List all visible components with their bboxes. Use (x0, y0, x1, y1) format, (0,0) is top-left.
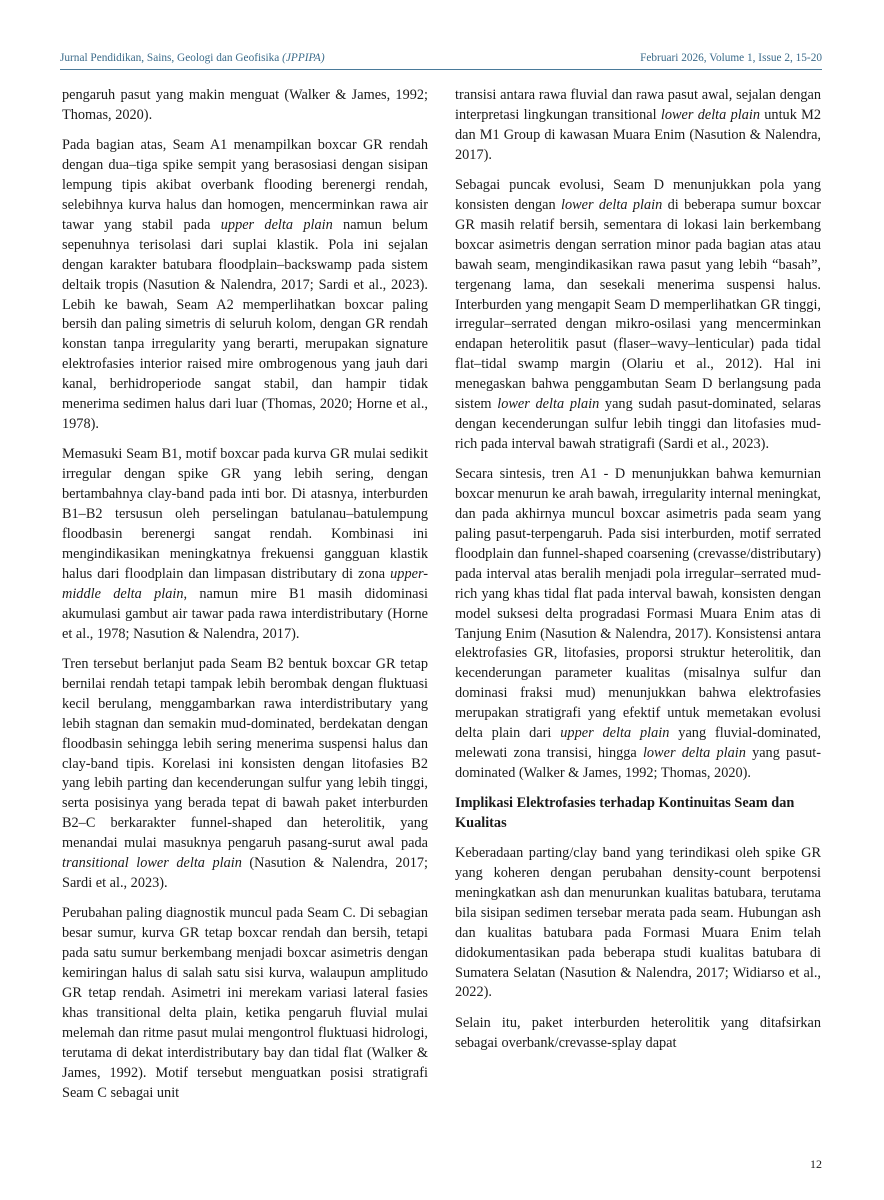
text-run: transisi antara rawa fluvial dan rawa pasut awal, sejalan dengan interpretasi lingkungan transitional (455, 87, 821, 123)
text-run: untuk M2 dan M1 Group di kawasan Muara Enim (Nasution & Nalendra, 2017). (455, 106, 821, 163)
text-run: Perubahan paling diagnostik muncul pada Seam C. Di sebagian besar sumur, kurva GR tetap boxcar rendah dan bersih, tetapi pada satu sumur berkembang menjadi boxcar asimetris dengan kemiringan halus di salah satu sisi kurva, walaupun amplitudo GR tetap rendah. Asimetri ini merekam variasi lateral fasies khas transitional delta plain, ketika pengaruh fluvial mulai melemah dan ritme pasut mulai mengontrol fluktuasi hidrologi, terutama di dekat interdistributary bay dan tidal flat (Walker & James, 1992). Motif tersebut menguatkan posisi stratigrafi Seam C sebagai unit (62, 905, 428, 1101)
text-run: yang fluvial-dominated, melewati zona transisi, hingga (455, 725, 821, 761)
text-run: Secara sintesis, tren A1 - D menunjukkan bahwa kemurnian boxcar menurun ke arah bawah, irregularity internal meningkat, dan pada akhirnya muncul boxcar asimetris pada seam yang paling pasut-terpengaruh. Pada sisi interburden, motif serrated floodplain dan funnel-shaped coarsening (crevasse/distributary) pada interval atas beralih menjadi pola irregular–serrated mud-rich yang khas tidal flat pada interval bawah, konsisten dengan model suksesi delta progradasi Formasi Muara Enim atas di Tanjung Enim (Nasution & Nalendra, 2017). Konsistensi antara elektrofasies GR, litofasies, proporsi struktur heterolitik, dan kecenderungan parameter kualitas (misalnya sulfur dan dominasi fraksi mud) menunjukkan bahwa elektrofasies merupakan stratigrafi yang efektif untuk memetakan evolusi delta plain dari (455, 466, 821, 742)
paragraph (62, 904, 428, 1103)
paragraph (455, 176, 821, 455)
italic-term: transitional lower delta plain (62, 855, 242, 872)
paragraph (62, 445, 428, 644)
running-header (60, 52, 822, 68)
paragraph (455, 465, 821, 784)
italic-term: lower delta plain (660, 106, 760, 123)
text-run: Sebagai puncak evolusi, Seam D menunjukkan pola yang konsisten dengan (455, 177, 821, 214)
header-rule (60, 69, 822, 70)
italic-term: lower delta plain (497, 396, 600, 413)
journal-name: Jurnal Pendidikan, Sains, Geologi dan Geofisika (JPPIPA) (60, 52, 325, 64)
italic-term: upper-middle delta plain (62, 565, 428, 602)
paragraph (455, 1014, 821, 1054)
paragraph (62, 136, 428, 435)
left-column (62, 86, 428, 1114)
paragraph (62, 86, 428, 126)
text-run: Pada bagian atas, Seam A1 menampilkan boxcar GR rendah dengan dua–tiga spike sempit yang berasosiasi dengan sisipan lempung tipis akibat overbank flooding berenergi rendah, selebihnya kurva halus dan homogen, mencerminkan rawa air tawar yang stabil pada (62, 137, 428, 233)
paragraph (455, 86, 821, 166)
text-run: yang pasut-dominated (Walker & James, 1992; Thomas, 2020). (455, 745, 821, 781)
text-run: pengaruh pasut yang makin menguat (Walker & James, 1992; Thomas, 2020). (62, 87, 428, 123)
right-column (455, 86, 821, 1064)
journal-abbreviation: (JPPIPA) (282, 52, 325, 64)
text-run: Selain itu, paket interburden heterolitik yang ditafsirkan sebagai overbank/crevasse-splay dapat (455, 1014, 821, 1051)
paragraph (455, 844, 821, 1003)
text-run: (Nasution & Nalendra, 2017; Sardi et al., 2023). (62, 855, 428, 891)
page-number: 12 (810, 1157, 822, 1171)
italic-term: lower delta plain (561, 197, 663, 214)
text-run: Memasuki Seam B1, motif boxcar pada kurva GR mulai sedikit irregular dengan spike GR yang lebih sering, dengan bertambahnya clay-band pada inti bor. Di atasnya, interburden B1–B2 tersusun oleh perselingan batulanau–batulempung floodbasin berenergi sangat rendah. Kombinasi ini mengindikasikan meningkatnya frekuensi gangguan klastik halus dari floodplain dan limpasan distributary di zona (62, 446, 428, 582)
text-run: di beberapa sumur boxcar GR masih relatif bersih, sementara di lokasi lain berkembang boxcar asimetris dengan serration minor pada bagian atas atau bawah seam, mengindikasikan rawa pasut yang lebih “basah”, tergenang lama, dan sesekali menerima suspensi halus. Interburden yang mengapit Seam D memperlihatkan GR tinggi, irregular–serrated dengan mikro-osilasi yang mencerminkan endapan heterolitik pasut (flaser–wavy–lenticular) pada tidal flat–tidal swamp margin (Olariu et al., 2012). Hal ini menegaskan bahwa penggambutan Seam D berlangsung pada sistem (455, 197, 821, 413)
issue-info: Februari 2026, Volume 1, Issue 2, 15-20 (640, 52, 822, 64)
text-run: Keberadaan parting/clay band yang terindikasi oleh spike GR yang koheren dengan perubahan density-count berpotensi meningkatkan ash dan menurunkan kualitas batubara, terutama bila sisipan sedimen tersebar merata pada seam. Hubungan ash dan kualitas batubara pada Formasi Muara Enim telah didokumentasikan pada beberapa studi kualitas batubara di Sumatera Selatan (Nasution & Nalendra, 2017; Widiarso et al., 2022). (455, 845, 821, 1001)
section-heading: Implikasi Elektrofasies terhadap Kontinuitas Seam dan Kualitas (455, 795, 795, 832)
italic-term: lower delta plain (642, 745, 746, 761)
paragraph (62, 655, 428, 894)
text-run: Tren tersebut berlanjut pada Seam B2 bentuk boxcar GR tetap bernilai rendah tetapi tampak lebih berombak dengan fluktuasi kecil berulang, menggambarkan rawa interdistributary yang lebih stagnan dan semakin mud-dominated, berdekatan dengan floodbasin sehingga lebih sering menerima suspensi halus dan clay-band tipis. Korelasi ini konsisten dengan litofasies B2 yang lebih parting dan kecenderungan sulfur yang lebih tinggi, serta posisinya yang berada tepat di bawah paket interburden B2–C berkarakter funnel-shaped dan heterolitik, yang menandai mulai masuknya pengaruh pasang-surut awal pada (62, 655, 428, 852)
italic-term: upper delta plain (220, 216, 333, 233)
text-run: yang sudah pasut-dominated, selaras dengan kecenderungan sulfur lebih tinggi dan litofasies mud-rich pada interval bawah stratigrafi (Sardi et al., 2023). (455, 396, 821, 452)
text-run: namun belum sepenuhnya terisolasi dari suplai klastik. Pola ini sejalan dengan karakter batubara floodplain–backswamp pada sistem deltaik tropis (Nasution & Nalendra, 2017; Sardi et al., 2023). Lebih ke bawah, Seam A2 memperlihatkan boxcar paling bersih dan paling simetris di seluruh kolom, dengan GR rendah konstan tanpa irregularity yang berarti, merupakan signature elektrofasies interior raised mire ombrogenous yang jauh dari kanal, berhidroperiode sangat stabil, dan hampir tidak menerima sedimen halus dari luar (Thomas, 2020; Horne et al., 1978). (62, 216, 429, 432)
italic-term: upper delta plain (560, 725, 670, 742)
text-run: , namun mire B1 masih didominasi akumulasi gambut air tawar pada rawa interdistributary (Horne et al., 1978; Nasution & Nalendra, 2017). (62, 585, 428, 642)
